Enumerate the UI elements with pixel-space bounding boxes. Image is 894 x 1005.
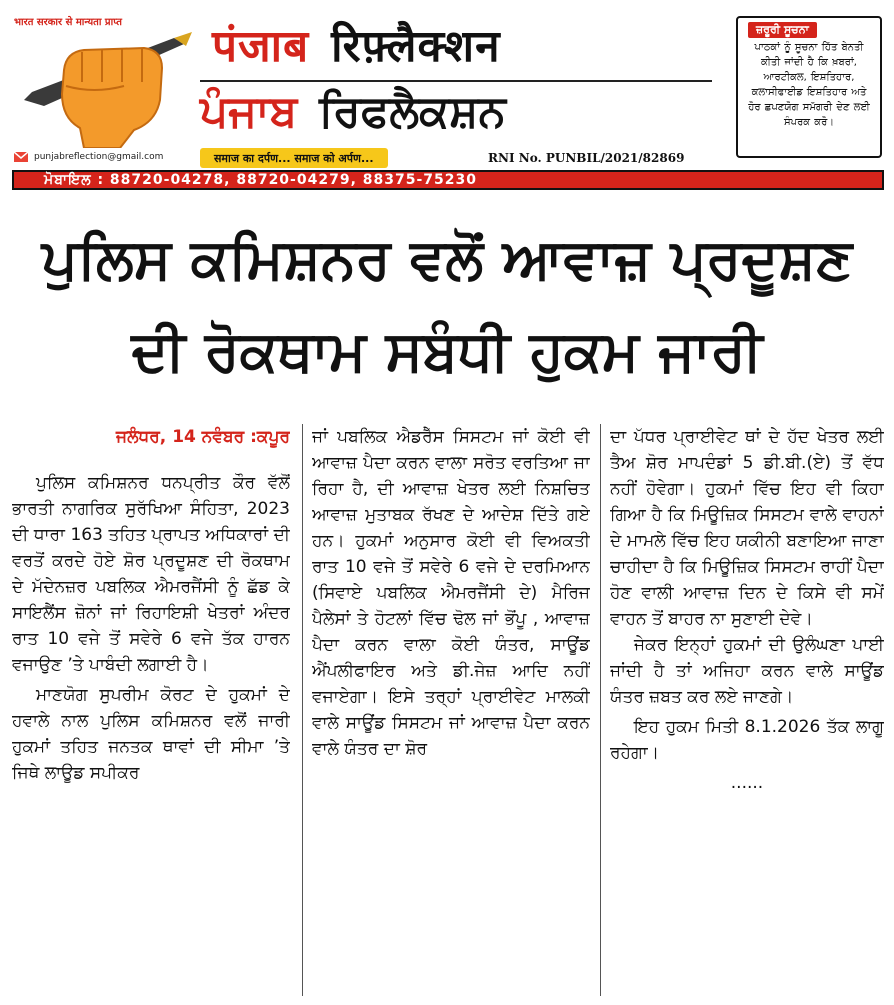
slogan-badge: समाज का दर्पण... समाज को अर्पण...: [200, 148, 388, 168]
phone-bar: ਮੋਬਾਇਲ : 88720-04278, 88720-04279, 88375-75230: [12, 170, 884, 190]
headline-line-1: ਪੁਲਿਸ ਕਮਿਸ਼ਨਰ ਵਲੋਂ ਆਵਾਜ਼ ਪ੍ਰਦੂਸ਼ਣ: [41, 227, 853, 292]
email-row: [14, 152, 163, 162]
paragraph: ਜੇਕਰ ਇਨ੍ਹਾਂ ਹੁਕਮਾਂ ਦੀ ਉਲੰਘਣਾ ਪਾਈ ਜਾਂਦੀ ਹੈ ਤਾਂ ਅਜਿਹਾ ਕਰਨ ਵਾਲੇ ਸਾਊਂਡ ਯੰਤਰ ਜ਼ਬਤ ਕਰ ਲਏ ਜਾਣਗੇ।: [610, 635, 884, 707]
column-divider: [600, 424, 601, 996]
paragraph: ਇਹ ਹੁਕਮ ਮਿਤੀ 8.1.2026 ਤੱਕ ਲਾਗੂ ਰਹੇਗਾ।: [610, 717, 884, 763]
title-hindi-red: पंजाब: [212, 21, 310, 72]
fist-pen-icon: [24, 30, 194, 148]
masthead: [0, 0, 894, 194]
dateline: ਜਲੰਧਰ, 14 ਨਵੰਬਰ :ਕਪੂਰ: [115, 427, 290, 447]
notice-title: ਜ਼ਰੂਰੀ ਸੂਚਨਾ: [748, 22, 817, 38]
mail-icon: [14, 152, 28, 162]
recognition-text: भारत सरकार से मान्यता प्राप्त: [14, 17, 122, 28]
email-address[interactable]: punjabreflection@gmail.com: [34, 152, 164, 162]
title-divider: [200, 80, 712, 82]
paragraph: ਦਾ ਪੱਧਰ ਪ੍ਰਾਈਵੇਟ ਥਾਂ ਦੇ ਹੱਦ ਖੇਤਰ ਲਈ ਤੈਅ ਸ਼ੋਰ ਮਾਪਦੰਡਾਂ 5 ਡੀ.ਬੀ.(ਏ) ਤੋਂ ਵੱਧ ਨਹੀਂ ਹੋਵੇਗਾ। ਹੁਕਮਾਂ ਵਿੱਚ ਇਹ ਵੀ ਕਿਹਾ ਗਿਆ ਹੈ ਕਿ ਮਿਊਜ਼ਿਕ ਸਿਸਟਮ ਵਾਲੇ ਵਾਹਨਾਂ ਦੇ ਮਾਮਲੇ ਵਿੱਚ ਇਹ ਯਕੀਨੀ ਬਣਾਇਆ ਜਾਣਾ ਚਾਹੀਦਾ ਹੈ ਕਿ ਮਿਊਜ਼ਿਕ ਸਿਸਟਮ ਰਾਹੀਂ ਪੈਦਾ ਹੋਣ ਵਾਲੀ ਆਵਾਜ਼ ਦਿਨ ਦੇ ਕਿਸੇ ਵੀ ਸਮੇਂ ਵਾਹਨ ਤੋਂ ਬਾਹਰ ਨਾ ਸੁਣਾਈ ਦੇਵੇ।: [610, 427, 884, 629]
notice-box: [736, 16, 882, 158]
paragraph: ਜਾਂ ਪਬਲਿਕ ਐਡਰੈੱਸ ਸਿਸਟਮ ਜਾਂ ਕੋਈ ਵੀ ਆਵਾਜ਼ ਪੈਦਾ ਕਰਨ ਵਾਲਾ ਸਰੋਤ ਵਰਤਿਆ ਜਾ ਰਿਹਾ ਹੈ, ਦੀ ਆਵਾਜ਼ ਖੇਤਰ ਲਈ ਨਿਸ਼ਚਿਤ ਆਵਾਜ਼ ਮੁਤਾਬਕ ਰੱਖਣ ਦੇ ਆਦੇਸ਼ ਦਿੱਤੇ ਗਏ ਹਨ। ਹੁਕਮਾਂ ਅਨੁਸਾਰ ਕੋਈ ਵੀ ਵਿਅਕਤੀ ਰਾਤ 10 ਵਜੇ ਤੋਂ ਸਵੇਰੇ 6 ਵਜੇ ਦੇ ਦਰਮਿਆਨ (ਸਿਵਾਏ ਪਬਲਿਕ ਐਮਰਜੈਂਸੀ ਦੇ) ਮੈਰਿਜ ਪੈਲੇਸਾਂ ਤੇ ਹੋਟਲਾਂ ਵਿੱਚ ਢੋਲ ਜਾਂ ਭੋਂਪੂ , ਆਵਾਜ਼ ਪੈਦਾ ਕਰਨ ਵਾਲਾ ਕੋਈ ਯੰਤਰ, ਸਾਊਂਡ ਐਂਪਲੀਫਾਇਰ ਅਤੇ ਡੀ.ਜੇਜ਼ ਆਦਿ ਨਹੀਂ ਵਜਾਏਗਾ। ਇਸੇ ਤਰ੍ਹਾਂ ਪ੍ਰਾਈਵੇਟ ਮਾਲਕੀ ਵਾਲੇ ਸਾਊਂਡ ਸਿਸਟਮ ਜਾਂ ਆਵਾਜ਼ ਪੈਦਾ ਕਰਨ ਵਾਲੇ ਯੰਤਰ ਦਾ ਸ਼ੋਰ: [312, 427, 590, 759]
article-body: [12, 424, 884, 996]
masthead-title-punjabi: [200, 86, 506, 137]
title-punjabi-red: ਪੰਜਾਬ: [200, 86, 298, 137]
column-divider: [302, 424, 303, 996]
masthead-title-hindi: [212, 14, 501, 74]
title-punjabi-black: ਰਿਫਲੈਕਸ਼ਨ: [319, 86, 506, 137]
headline: [0, 214, 894, 398]
headline-line-2: ਦੀ ਰੋਕਥਾਮ ਸਬੰਧੀ ਹੁਕਮ ਜਾਰੀ: [131, 319, 763, 384]
article-column-2: [312, 424, 590, 996]
article-column-3: [610, 424, 884, 996]
paragraph: ਮਾਣਯੋਗ ਸੁਪਰੀਮ ਕੋਰਟ ਦੇ ਹੁਕਮਾਂ ਦੇ ਹਵਾਲੇ ਨਾਲ ਪੁਲਿਸ ਕਮਿਸ਼ਨਰ ਵਲੋਂ ਜਾਰੀ ਹੁਕਮਾਂ ਤਹਿਤ ਜਨਤਕ ਥਾਵਾਂ ਦੀ ਸੀਮਾ ’ਤੇ ਜਿਥੇ ਲਾਊਡ ਸਪੀਕਰ: [12, 685, 290, 783]
title-hindi-black: रिफ़्लैक्शन: [331, 21, 501, 72]
notice-text: ਪਾਠਕਾਂ ਨੂੰ ਸੂਚਨਾ ਹਿੱਤ ਬੇਨਤੀ ਕੀਤੀ ਜਾਂਦੀ ਹੈ ਕਿ ਖ਼ਬਰਾਂ, ਆਰਟੀਕਲ, ਇਸ਼ਤਿਹਾਰ, ਕਲਾਸੀਫਾਈਡ ਇਸ਼ਤਿਹਾਰ ਅਤੇ ਹੋਰ ਛਪਣਯੋਗ ਸਮੱਗਰੀ ਦੇਣ ਲਈ ਸੰਪਰਕ ਕਰੋ।: [748, 42, 870, 128]
article-column-1: [12, 424, 290, 996]
paragraph: ਪੁਲਿਸ ਕਮਿਸ਼ਨਰ ਧਨਪ੍ਰੀਤ ਕੌਰ ਵੱਲੋਂ ਭਾਰਤੀ ਨਾਗਰਿਕ ਸੁਰੱਖਿਆ ਸੰਹਿਤਾ, 2023 ਦੀ ਧਾਰਾ 163 ਤਹਿਤ ਪ੍ਰਾਪਤ ਅਧਿਕਾਰਾਂ ਦੀ ਵਰਤੋਂ ਕਰਦੇ ਹੋਏ ਸ਼ੋਰ ਪ੍ਰਦੂਸ਼ਣ ਦੀ ਰੋਕਥਾਮ ਦੇ ਮੱਦੇਨਜ਼ਰ ਪਬਲਿਕ ਐਮਰਜੈਂਸੀ ਨੂੰ ਛੱਡ ਕੇ ਸਾਇਲੈਂਸ ਜ਼ੋਨਾਂ ਜਾਂ ਰਿਹਾਇਸ਼ੀ ਖੇਤਰਾਂ ਅੰਦਰ ਰਾਤ 10 ਵਜੇ ਤੋਂ ਸਵੇਰੇ 6 ਵਜੇ ਤੱਕ ਹਾਰਨ ਵਜਾਉਣ ’ਤੇ ਪਾਬੰਦੀ ਲਗਾਈ ਹੈ।: [12, 473, 290, 675]
rni-number: RNI No. PUNBIL/2021/82869: [488, 151, 685, 165]
ellipsis: ......: [730, 773, 764, 793]
